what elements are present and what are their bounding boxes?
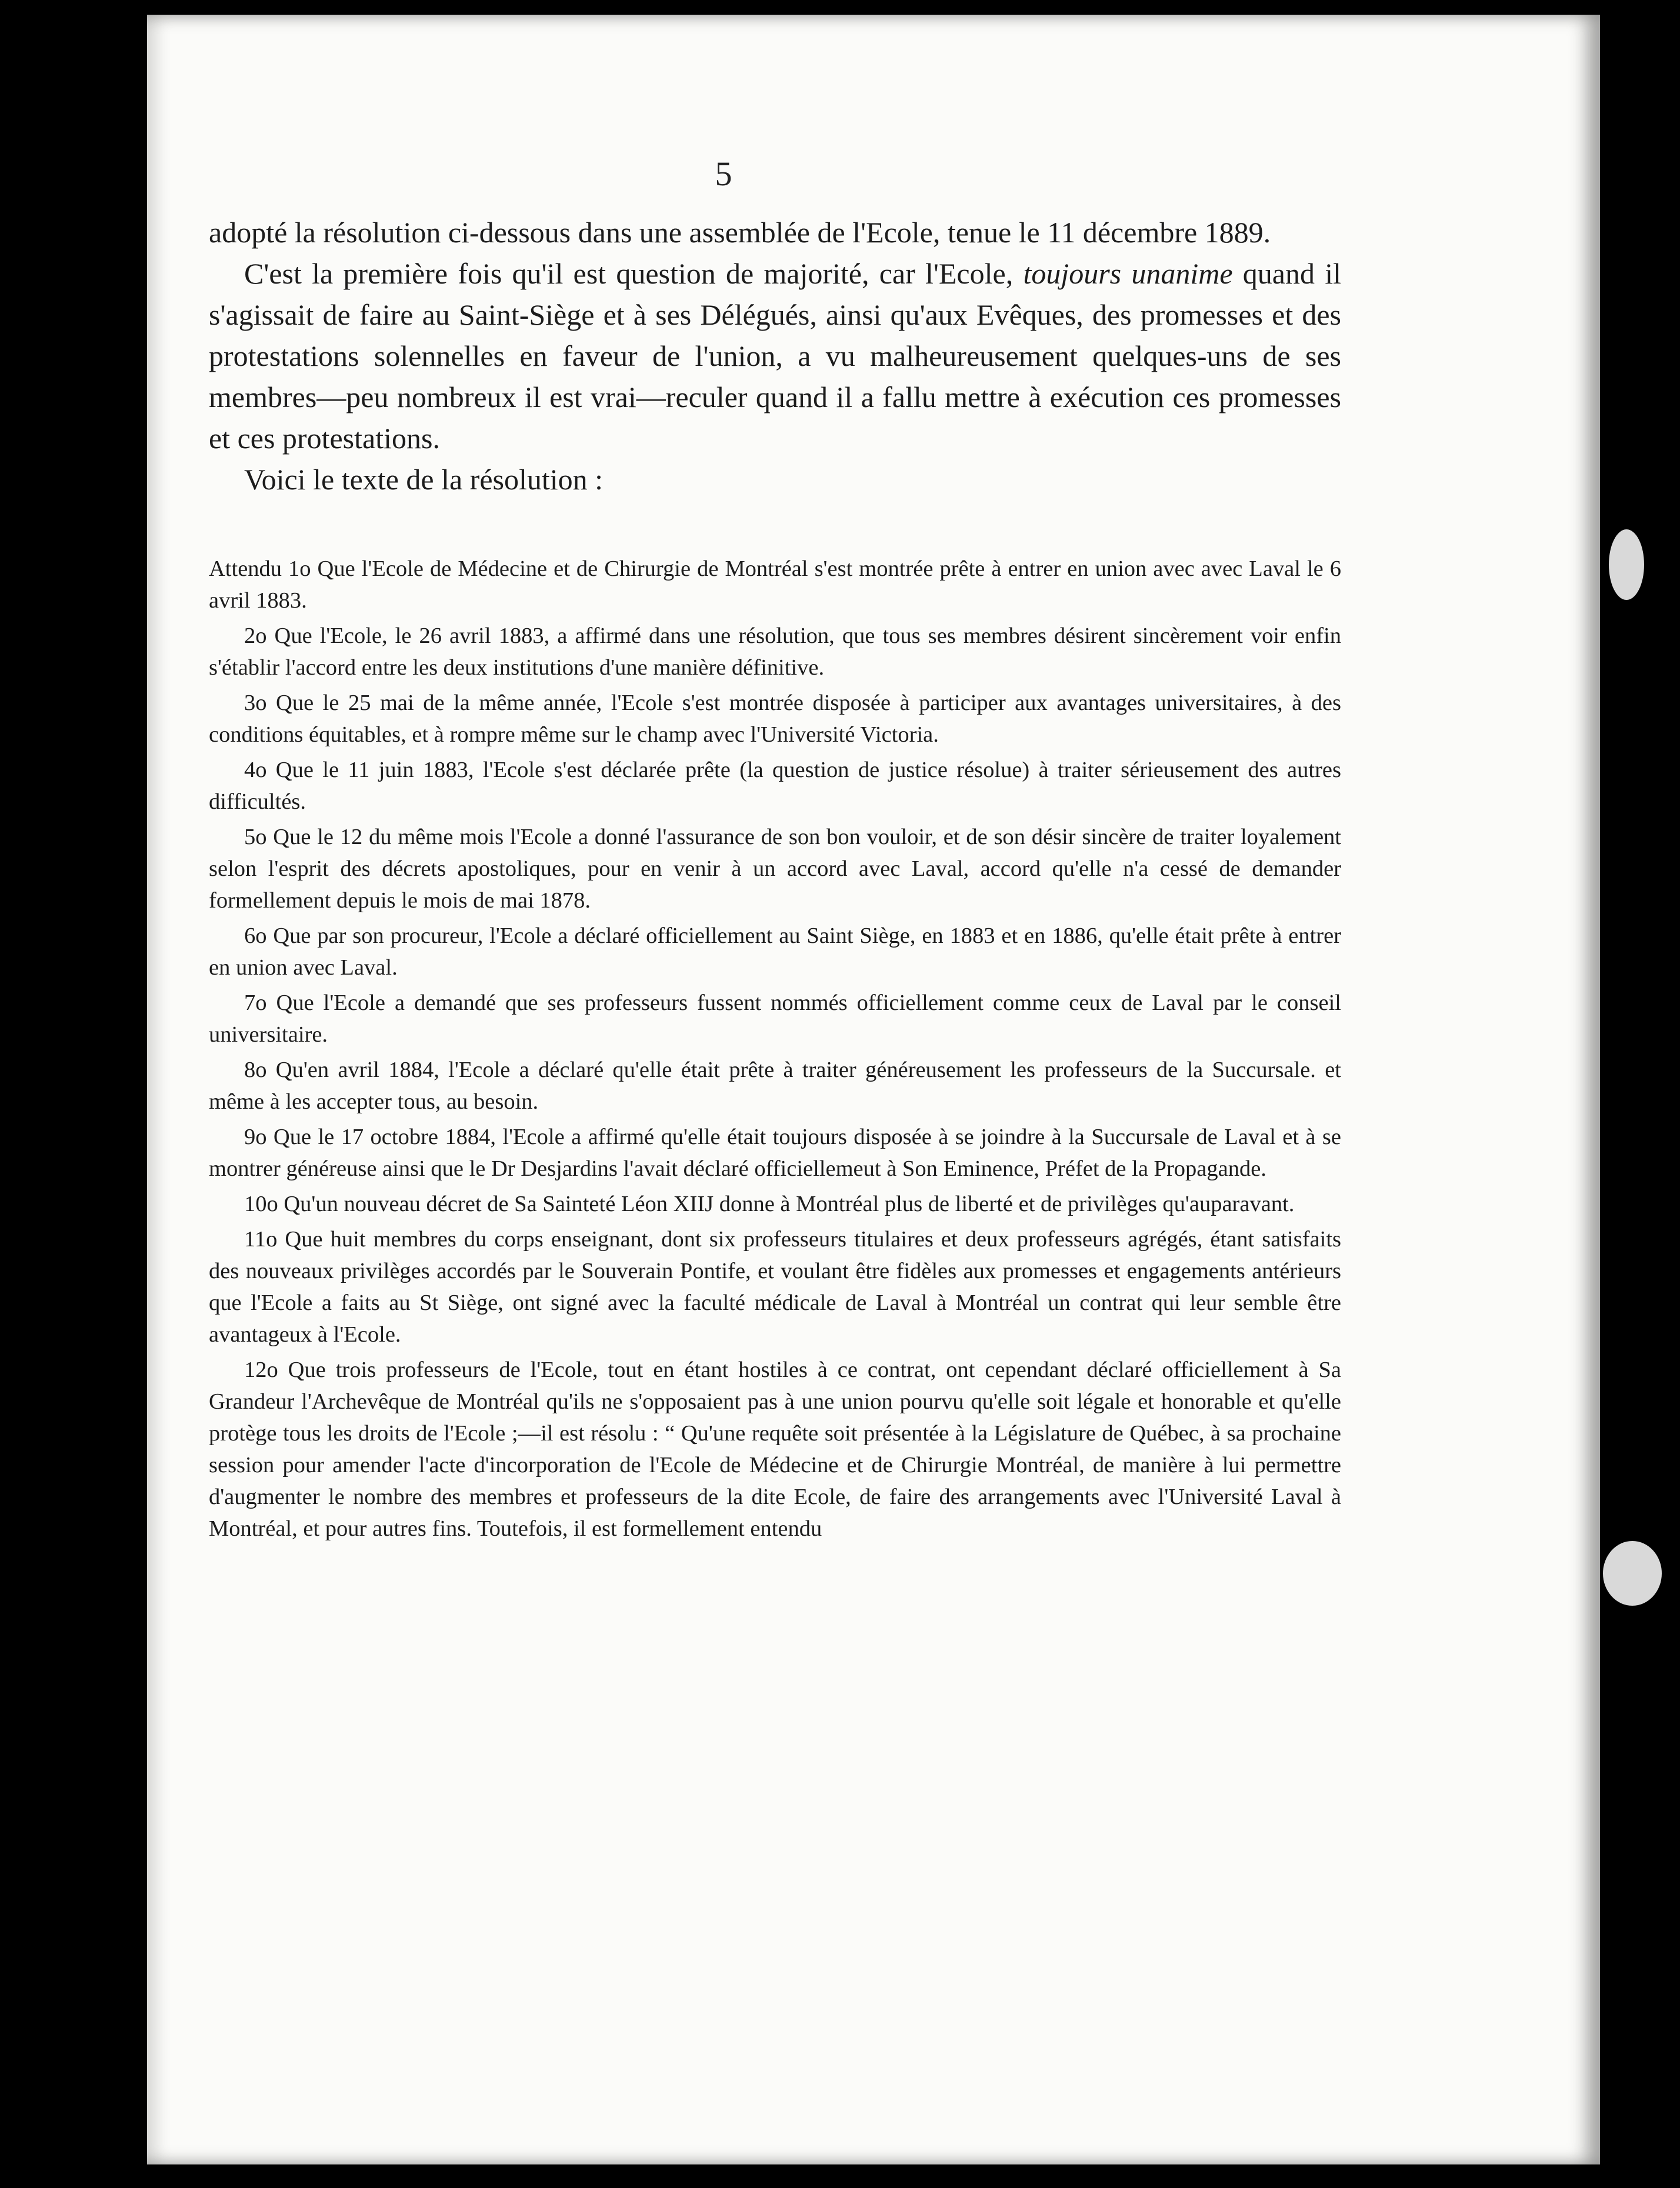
resolution-clause-11: 11o Que huit membres du corps enseignant, dont six professeurs titulaires et deux professeurs agrégés, étant satisfaits des nouveaux privilèges accordés par le Souverain Pontife, et voulant être fidèles aux promesses et engagements antérieurs que l'Ecole a faits au St Siège, ont signé avec la faculté médicale de Laval à Montréal un contrat qui leur semble être avantageux à l'Ecole. — [209, 1227, 1341, 1347]
intro-paragraph-2-end: quand il s'agissait de faire au Saint-Siège et à ses Délégués, ainsi qu'aux Evêques, des promesses et des protestations solennelles en faveur de l'union, a vu malheureusement quelques-uns de ses membres—peu nombreux il est vrai—reculer quand il a fallu mettre à exécution ces promesses et ces protestations. — [209, 257, 1341, 455]
intro-paragraph-3: Voici le texte de la résolution : — [244, 463, 604, 496]
intro-section — [209, 212, 1341, 500]
intro-paragraph-2-italic: toujours unanime — [1023, 257, 1233, 290]
resolution-clause-8: 8o Qu'en avril 1884, l'Ecole a déclaré qu'elle était prête à traiter généreusement les professeurs de la Succursale. et même à les accepter tous, au besoin. — [209, 1058, 1341, 1114]
resolution-clause-12: 12o Que trois professeurs de l'Ecole, tout en étant hostiles à ce contrat, ont cependant déclaré officiellement à Sa Grandeur l'Archevêque de Montréal qu'ils ne s'opposaient pas à une union pourvu qu'elle soit légale et honorable et qu'elle protège tous les droits de l'Ecole ;—il est résolu : “ Qu'une requête soit présentée à la Législature de Québec, à sa prochaine session pour amender l'acte d'incorporation de l'Ecole de Médecine et de Chirurgie Montréal, de manière à lui permettre d'augmenter le nombre des membres et professeurs de la dite Ecole, de faire des arrangements avec l'Université Laval à Montréal, et pour autres fins. Toutefois, il est formellement entendu — [209, 1358, 1341, 1541]
resolution-clause-1: Attendu 1o Que l'Ecole de Médecine et de Chirurgie de Montréal s'est montrée prête à entrer en union avec avec Laval le 6 avril 1883. — [209, 556, 1341, 613]
intro-paragraph-1: adopté la résolution ci-dessous dans une assemblée de l'Ecole, tenue le 11 décembre 1889. — [209, 216, 1271, 249]
page-body — [209, 212, 1341, 1548]
intro-paragraph-2-start: C'est la première fois qu'il est question de majorité, car l'Ecole, — [244, 257, 1024, 290]
resolution-clause-7: 7o Que l'Ecole a demandé que ses professeurs fussent nommés officiellement comme ceux de Laval par le conseil universitaire. — [209, 990, 1341, 1047]
resolution-clause-3: 3o Que le 25 mai de la même année, l'Ecole s'est montrée disposée à participer aux avantages universitaires, à des conditions équitables, et à rompre même sur le champ avec l'Université Victoria. — [209, 691, 1341, 747]
resolution-clause-10: 10o Qu'un nouveau décret de Sa Sainteté Léon XIIJ donne à Montréal plus de liberté et de privilèges qu'auparavant. — [244, 1192, 1295, 1216]
resolution-clause-9: 9o Que le 17 octobre 1884, l'Ecole a affirmé qu'elle était toujours disposée à se joindre à la Succursale de Laval et à se montrer généreuse ainsi que le Dr Desjardins l'avait déclaré officiellemeut à Son Eminence, Préfet de la Propagande. — [209, 1125, 1341, 1181]
intro-paragraph-2 — [209, 253, 1341, 459]
resolution-text — [209, 553, 1341, 1545]
page-number: 5 — [715, 155, 732, 193]
scan-artifact-blot — [1603, 1541, 1662, 1606]
resolution-clause-6: 6o Que par son procureur, l'Ecole a déclaré officiellement au Saint Siège, en 1883 et en 1886, qu'elle était prête à entrer en union avec Laval. — [209, 923, 1341, 980]
resolution-clause-2: 2o Que l'Ecole, le 26 avril 1883, a affirmé dans une résolution, que tous ses membres désirent sincèrement voir enfin s'établir l'accord entre les deux institutions d'une manière définitive. — [209, 623, 1341, 680]
resolution-clause-5: 5o Que le 12 du même mois l'Ecole a donné l'assurance de son bon vouloir, et de son désir sincère de traiter loyalement selon l'esprit des décrets apostoliques, pour en venir à un accord avec Laval, accord qu'elle n'a cessé de demander formellement depuis le mois de mai 1878. — [209, 825, 1341, 913]
scan-artifact-speck — [1609, 529, 1644, 600]
resolution-clause-4: 4o Que le 11 juin 1883, l'Ecole s'est déclarée prête (la question de justice résolue) à traiter sérieusement des autres difficultés. — [209, 758, 1341, 814]
